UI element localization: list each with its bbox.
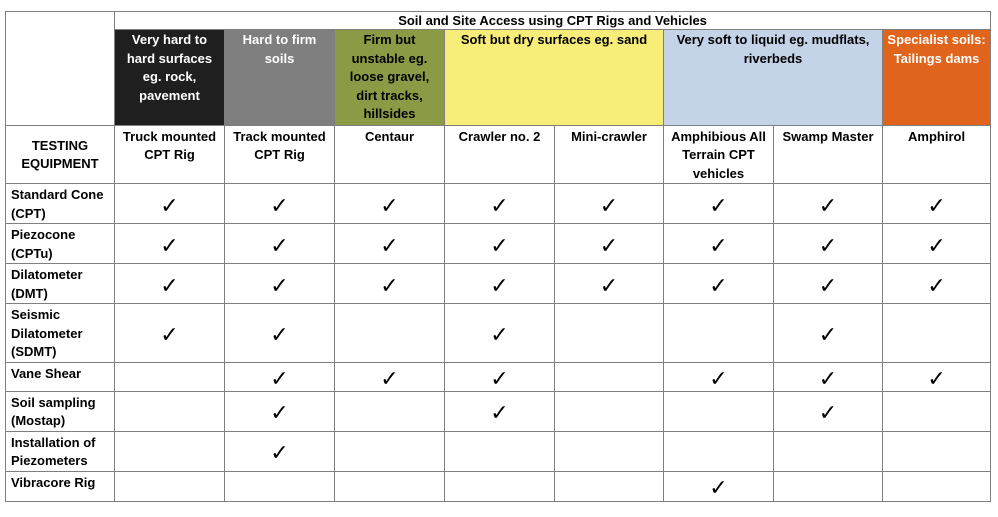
table-row (6, 391, 991, 431)
check-mark-icon: ✓ (927, 192, 946, 218)
check-mark-icon: ✓ (927, 272, 946, 298)
check-mark-icon: ✓ (490, 365, 509, 391)
check-mark-icon: ✓ (160, 321, 179, 347)
table-row (6, 471, 991, 501)
check-mark-icon: ✓ (927, 365, 946, 391)
vehicle-header-0: Truck mounted CPT Rig (115, 125, 225, 184)
check-mark-icon: ✓ (818, 272, 838, 298)
soil-category-4: Very soft to liquid eg. mudflats, riverbeds (664, 30, 883, 126)
check-cell (115, 304, 225, 363)
equipment-label: Seismic Dilatometer (SDMT) (6, 304, 115, 363)
check-mark-icon: ✓ (709, 272, 728, 298)
empty-cell (774, 431, 883, 471)
vehicle-header-1: Track mounted CPT Rig (225, 125, 335, 184)
check-cell (774, 264, 883, 304)
table-title: Soil and Site Access using CPT Rigs and Vehicles (115, 12, 991, 30)
check-mark-icon: ✓ (818, 192, 838, 218)
check-mark-icon: ✓ (818, 365, 838, 391)
equipment-label: Vibracore Rig (6, 471, 115, 501)
check-cell (335, 224, 445, 264)
check-cell (664, 362, 774, 391)
check-mark-icon: ✓ (270, 232, 289, 258)
check-cell (774, 304, 883, 363)
check-cell (225, 362, 335, 391)
empty-cell (883, 304, 991, 363)
check-cell (774, 391, 883, 431)
check-cell (664, 471, 774, 501)
check-mark-icon: ✓ (270, 365, 289, 391)
check-cell (664, 184, 774, 224)
check-cell (335, 362, 445, 391)
check-cell (115, 264, 225, 304)
empty-cell (883, 431, 991, 471)
check-cell (445, 224, 555, 264)
table-row (6, 224, 991, 264)
check-cell (225, 431, 335, 471)
check-cell (225, 224, 335, 264)
check-cell (225, 304, 335, 363)
check-cell (555, 184, 664, 224)
check-cell (335, 184, 445, 224)
empty-cell (115, 391, 225, 431)
check-cell (664, 264, 774, 304)
empty-cell (555, 304, 664, 363)
cpt-access-table (5, 11, 991, 502)
table-row (6, 431, 991, 471)
vehicle-header-6: Swamp Master (774, 125, 883, 184)
soil-category-0: Very hard to hard surfaces eg. rock, pavement (115, 30, 225, 126)
check-cell (555, 264, 664, 304)
check-mark-icon: ✓ (380, 272, 399, 298)
equipment-label: Standard Cone (CPT) (6, 184, 115, 224)
check-mark-icon: ✓ (599, 192, 619, 218)
empty-cell (445, 471, 555, 501)
check-mark-icon: ✓ (599, 232, 619, 258)
check-cell (445, 304, 555, 363)
empty-cell (115, 471, 225, 501)
vehicle-header-7: Amphirol (883, 125, 991, 184)
soil-category-1: Hard to firm soils (225, 30, 335, 126)
empty-cell (664, 391, 774, 431)
check-cell (445, 264, 555, 304)
empty-cell (555, 362, 664, 391)
check-mark-icon: ✓ (818, 400, 838, 425)
check-mark-icon: ✓ (490, 321, 509, 347)
check-cell (883, 184, 991, 224)
empty-cell (115, 431, 225, 471)
empty-cell (335, 391, 445, 431)
empty-cell (555, 391, 664, 431)
check-mark-icon: ✓ (160, 192, 179, 218)
check-cell (883, 224, 991, 264)
check-cell (445, 391, 555, 431)
equipment-label: Dilatometer (DMT) (6, 264, 115, 304)
check-mark-icon: ✓ (270, 400, 289, 425)
soil-category-2: Firm but unstable eg. loose gravel, dirt tracks, hillsides (335, 30, 445, 126)
empty-cell (445, 431, 555, 471)
check-mark-icon: ✓ (380, 232, 399, 258)
empty-cell (115, 362, 225, 391)
soil-category-5: Specialist soils: Tailings dams (883, 30, 991, 126)
vehicle-header-2: Centaur (335, 125, 445, 184)
check-mark-icon: ✓ (709, 365, 728, 391)
check-mark-icon: ✓ (270, 321, 289, 347)
vehicle-header-4: Mini-crawler (555, 125, 664, 184)
check-mark-icon: ✓ (490, 400, 509, 425)
table-row (6, 304, 991, 363)
corner-cell (6, 12, 115, 126)
check-cell (225, 391, 335, 431)
check-mark-icon: ✓ (380, 192, 399, 218)
vehicle-header-5: Amphibious All Terrain CPT vehicles (664, 125, 774, 184)
check-cell (883, 362, 991, 391)
check-cell (555, 224, 664, 264)
check-mark-icon: ✓ (160, 232, 179, 258)
check-mark-icon: ✓ (709, 475, 728, 500)
equipment-label: Soil sampling (Mostap) (6, 391, 115, 431)
check-mark-icon: ✓ (380, 365, 399, 391)
empty-cell (555, 471, 664, 501)
empty-cell (225, 471, 335, 501)
empty-cell (774, 471, 883, 501)
empty-cell (555, 431, 664, 471)
empty-cell (664, 431, 774, 471)
check-cell (445, 184, 555, 224)
check-cell (774, 362, 883, 391)
testing-equipment-header: TESTING EQUIPMENT (6, 125, 115, 184)
empty-cell (883, 391, 991, 431)
check-cell (774, 224, 883, 264)
soil-category-3: Soft but dry surfaces eg. sand (445, 30, 664, 126)
check-mark-icon: ✓ (709, 192, 728, 218)
empty-cell (335, 304, 445, 363)
empty-cell (335, 431, 445, 471)
table-row (6, 362, 991, 391)
equipment-label: Vane Shear (6, 362, 115, 391)
check-cell (115, 224, 225, 264)
empty-cell (883, 471, 991, 501)
table-row (6, 264, 991, 304)
equipment-label: Piezocone (CPTu) (6, 224, 115, 264)
check-cell (445, 362, 555, 391)
check-cell (115, 184, 225, 224)
check-mark-icon: ✓ (490, 272, 509, 298)
check-mark-icon: ✓ (709, 232, 728, 258)
check-cell (225, 184, 335, 224)
check-mark-icon: ✓ (270, 192, 289, 218)
check-cell (225, 264, 335, 304)
check-cell (335, 264, 445, 304)
check-mark-icon: ✓ (270, 440, 289, 465)
check-mark-icon: ✓ (927, 232, 946, 258)
empty-cell (335, 471, 445, 501)
table-row (6, 184, 991, 224)
check-mark-icon: ✓ (599, 272, 619, 298)
check-mark-icon: ✓ (490, 192, 509, 218)
equipment-label: Installation of Piezometers (6, 431, 115, 471)
vehicle-header-3: Crawler no. 2 (445, 125, 555, 184)
check-mark-icon: ✓ (818, 321, 838, 347)
check-mark-icon: ✓ (160, 272, 179, 298)
check-mark-icon: ✓ (818, 232, 838, 258)
check-mark-icon: ✓ (270, 272, 289, 298)
check-cell (883, 264, 991, 304)
check-cell (664, 224, 774, 264)
empty-cell (664, 304, 774, 363)
check-mark-icon: ✓ (490, 232, 509, 258)
check-cell (774, 184, 883, 224)
